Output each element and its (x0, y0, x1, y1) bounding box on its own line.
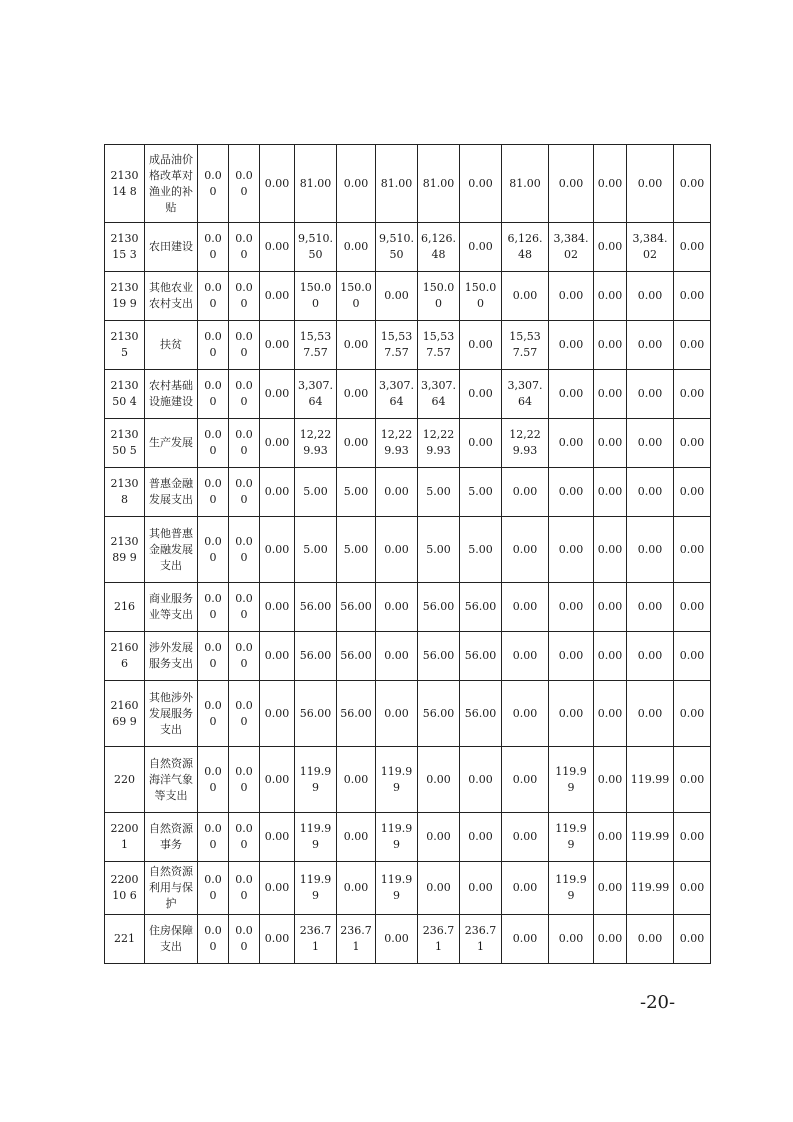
row-value-cell: 0.00 (594, 419, 627, 468)
row-value-cell: 0.00 (460, 419, 502, 468)
row-value-cell: 56.00 (418, 681, 460, 747)
row-value-cell: 0.00 (627, 468, 674, 517)
row-value-cell: 0.00 (198, 223, 229, 272)
row-value-cell: 119.99 (627, 862, 674, 915)
row-value-cell: 0.00 (627, 632, 674, 681)
row-value-cell: 3,384.02 (549, 223, 594, 272)
row-value-cell: 0.00 (229, 370, 260, 419)
row-name-cell: 自然资源海洋气象等支出 (145, 747, 198, 813)
row-value-cell: 0.00 (198, 272, 229, 321)
row-value-cell: 0.00 (674, 419, 711, 468)
row-code-cell: 21606 (105, 632, 145, 681)
row-value-cell: 119.99 (549, 862, 594, 915)
row-value-cell: 81.00 (502, 145, 549, 223)
row-value-cell: 0.00 (594, 145, 627, 223)
row-value-cell: 0.00 (229, 632, 260, 681)
row-value-cell: 5.00 (337, 468, 376, 517)
row-value-cell: 3,384.02 (627, 223, 674, 272)
row-value-cell: 0.00 (502, 468, 549, 517)
row-value-cell: 56.00 (418, 583, 460, 632)
row-value-cell: 0.00 (594, 468, 627, 517)
row-value-cell: 5.00 (418, 517, 460, 583)
row-value-cell: 0.00 (260, 862, 295, 915)
row-value-cell: 0.00 (674, 272, 711, 321)
row-name-cell: 扶贫 (145, 321, 198, 370)
row-value-cell: 0.00 (260, 747, 295, 813)
row-value-cell: 0.00 (594, 370, 627, 419)
row-value-cell: 0.00 (260, 468, 295, 517)
row-value-cell: 0.00 (198, 145, 229, 223)
row-value-cell: 0.00 (198, 813, 229, 862)
row-code-cell: 213015 3 (105, 223, 145, 272)
row-value-cell: 0.00 (198, 747, 229, 813)
row-value-cell: 56.00 (460, 681, 502, 747)
row-name-cell: 涉外发展服务支出 (145, 632, 198, 681)
row-code-cell: 22001 (105, 813, 145, 862)
row-value-cell: 0.00 (549, 419, 594, 468)
row-value-cell: 119.99 (376, 747, 418, 813)
row-code-cell: 213050 5 (105, 419, 145, 468)
page-number: -20- (640, 992, 676, 1013)
row-value-cell: 5.00 (460, 468, 502, 517)
row-code-cell: 220 (105, 747, 145, 813)
row-code-cell: 213019 9 (105, 272, 145, 321)
row-value-cell: 5.00 (337, 517, 376, 583)
row-value-cell: 0.00 (229, 747, 260, 813)
row-value-cell: 0.00 (229, 862, 260, 915)
row-value-cell: 81.00 (376, 145, 418, 223)
row-value-cell: 0.00 (674, 517, 711, 583)
row-value-cell: 0.00 (674, 145, 711, 223)
row-value-cell: 0.00 (594, 747, 627, 813)
table-row (105, 272, 711, 321)
row-value-cell: 0.00 (627, 272, 674, 321)
row-value-cell: 0.00 (198, 321, 229, 370)
table-row (105, 145, 711, 223)
row-code-cell: 21308 (105, 468, 145, 517)
row-value-cell: 0.00 (376, 272, 418, 321)
row-name-cell: 成品油价格改革对渔业的补贴 (145, 145, 198, 223)
row-value-cell: 0.00 (198, 583, 229, 632)
row-value-cell: 5.00 (295, 517, 337, 583)
row-value-cell: 0.00 (674, 632, 711, 681)
row-value-cell: 56.00 (460, 632, 502, 681)
row-value-cell: 0.00 (337, 747, 376, 813)
row-value-cell: 119.99 (627, 813, 674, 862)
row-value-cell: 150.00 (295, 272, 337, 321)
row-value-cell: 81.00 (295, 145, 337, 223)
row-value-cell: 0.00 (627, 321, 674, 370)
row-value-cell: 56.00 (337, 583, 376, 632)
row-value-cell: 0.00 (594, 517, 627, 583)
row-value-cell: 0.00 (674, 468, 711, 517)
row-code-cell: 21305 (105, 321, 145, 370)
row-value-cell: 81.00 (418, 145, 460, 223)
row-value-cell: 0.00 (229, 321, 260, 370)
row-code-cell: 213089 9 (105, 517, 145, 583)
row-value-cell: 0.00 (674, 583, 711, 632)
row-name-cell: 住房保障支出 (145, 915, 198, 964)
row-value-cell: 12,229.93 (418, 419, 460, 468)
row-value-cell: 3,307.64 (502, 370, 549, 419)
row-value-cell: 0.00 (376, 915, 418, 964)
row-value-cell: 0.00 (376, 583, 418, 632)
row-value-cell: 119.99 (376, 813, 418, 862)
row-value-cell: 0.00 (198, 632, 229, 681)
row-value-cell: 6,126.48 (502, 223, 549, 272)
row-value-cell: 0.00 (674, 681, 711, 747)
row-value-cell: 0.00 (337, 813, 376, 862)
row-value-cell: 0.00 (229, 272, 260, 321)
row-code-cell: 220010 6 (105, 862, 145, 915)
row-value-cell: 119.99 (295, 862, 337, 915)
budget-table (104, 144, 711, 964)
row-value-cell: 0.00 (260, 419, 295, 468)
row-value-cell: 0.00 (376, 681, 418, 747)
row-value-cell: 0.00 (549, 370, 594, 419)
table-row (105, 468, 711, 517)
row-value-cell: 0.00 (418, 813, 460, 862)
row-value-cell: 56.00 (295, 681, 337, 747)
row-value-cell: 56.00 (295, 583, 337, 632)
row-value-cell: 0.00 (229, 223, 260, 272)
row-value-cell: 0.00 (594, 223, 627, 272)
row-name-cell: 商业服务业等支出 (145, 583, 198, 632)
row-value-cell: 0.00 (460, 862, 502, 915)
row-value-cell: 0.00 (674, 915, 711, 964)
row-code-cell: 213014 8 (105, 145, 145, 223)
row-name-cell: 其他涉外发展服务支出 (145, 681, 198, 747)
row-value-cell: 15,537.57 (418, 321, 460, 370)
row-value-cell: 0.00 (502, 813, 549, 862)
row-value-cell: 0.00 (337, 145, 376, 223)
row-value-cell: 0.00 (549, 915, 594, 964)
row-value-cell: 0.00 (229, 145, 260, 223)
row-name-cell: 自然资源事务 (145, 813, 198, 862)
row-value-cell: 0.00 (594, 813, 627, 862)
row-value-cell: 0.00 (337, 419, 376, 468)
table-row (105, 813, 711, 862)
row-value-cell: 0.00 (260, 681, 295, 747)
row-value-cell: 119.99 (549, 747, 594, 813)
row-value-cell: 0.00 (674, 813, 711, 862)
row-value-cell: 0.00 (549, 583, 594, 632)
table-row (105, 321, 711, 370)
row-value-cell: 0.00 (627, 583, 674, 632)
row-value-cell: 0.00 (594, 272, 627, 321)
table-row (105, 223, 711, 272)
row-value-cell: 5.00 (460, 517, 502, 583)
row-value-cell: 9,510.50 (295, 223, 337, 272)
row-value-cell: 119.99 (295, 813, 337, 862)
row-value-cell: 0.00 (502, 747, 549, 813)
row-value-cell: 12,229.93 (502, 419, 549, 468)
row-value-cell: 0.00 (229, 468, 260, 517)
row-value-cell: 0.00 (674, 321, 711, 370)
row-value-cell: 0.00 (229, 419, 260, 468)
row-value-cell: 0.00 (198, 517, 229, 583)
row-value-cell: 0.00 (376, 517, 418, 583)
row-value-cell: 0.00 (460, 747, 502, 813)
row-code-cell: 216069 9 (105, 681, 145, 747)
row-value-cell: 0.00 (594, 632, 627, 681)
table-row (105, 583, 711, 632)
row-value-cell: 15,537.57 (376, 321, 418, 370)
row-value-cell: 0.00 (549, 517, 594, 583)
row-value-cell: 236.71 (418, 915, 460, 964)
row-value-cell: 0.00 (337, 321, 376, 370)
row-value-cell: 0.00 (594, 862, 627, 915)
row-value-cell: 0.00 (260, 370, 295, 419)
row-code-cell: 216 (105, 583, 145, 632)
row-value-cell: 0.00 (502, 681, 549, 747)
row-value-cell: 119.99 (376, 862, 418, 915)
row-value-cell: 236.71 (460, 915, 502, 964)
row-value-cell: 0.00 (594, 583, 627, 632)
row-value-cell: 0.00 (460, 370, 502, 419)
row-value-cell: 150.00 (418, 272, 460, 321)
row-value-cell: 56.00 (460, 583, 502, 632)
row-value-cell: 0.00 (418, 747, 460, 813)
row-value-cell: 0.00 (260, 272, 295, 321)
row-value-cell: 0.00 (549, 145, 594, 223)
row-value-cell: 5.00 (418, 468, 460, 517)
row-value-cell: 0.00 (460, 321, 502, 370)
row-value-cell: 0.00 (594, 915, 627, 964)
row-value-cell: 0.00 (198, 419, 229, 468)
row-value-cell: 0.00 (260, 321, 295, 370)
row-value-cell: 12,229.93 (295, 419, 337, 468)
table-row (105, 681, 711, 747)
table-row (105, 419, 711, 468)
row-value-cell: 0.00 (229, 583, 260, 632)
row-value-cell: 0.00 (198, 681, 229, 747)
row-value-cell: 0.00 (260, 632, 295, 681)
row-value-cell: 56.00 (337, 632, 376, 681)
row-value-cell: 0.00 (627, 145, 674, 223)
row-value-cell: 0.00 (260, 145, 295, 223)
row-value-cell: 15,537.57 (295, 321, 337, 370)
row-value-cell: 119.99 (627, 747, 674, 813)
row-value-cell: 0.00 (502, 632, 549, 681)
row-value-cell: 0.00 (376, 468, 418, 517)
row-name-cell: 农村基础设施建设 (145, 370, 198, 419)
row-value-cell: 0.00 (460, 813, 502, 862)
table-row (105, 915, 711, 964)
row-value-cell: 0.00 (260, 583, 295, 632)
row-name-cell: 农田建设 (145, 223, 198, 272)
row-name-cell: 其他农业农村支出 (145, 272, 198, 321)
row-value-cell: 0.00 (674, 747, 711, 813)
row-value-cell: 0.00 (549, 321, 594, 370)
row-value-cell: 0.00 (418, 862, 460, 915)
row-value-cell: 0.00 (594, 681, 627, 747)
row-name-cell: 自然资源利用与保护 (145, 862, 198, 915)
row-value-cell: 0.00 (198, 862, 229, 915)
row-value-cell: 0.00 (198, 370, 229, 419)
row-value-cell: 6,126.48 (418, 223, 460, 272)
row-value-cell: 0.00 (198, 468, 229, 517)
row-value-cell: 119.99 (549, 813, 594, 862)
row-value-cell: 0.00 (594, 321, 627, 370)
row-value-cell: 0.00 (337, 370, 376, 419)
row-value-cell: 0.00 (229, 813, 260, 862)
row-value-cell: 0.00 (502, 915, 549, 964)
table-body (105, 145, 711, 964)
row-value-cell: 119.99 (295, 747, 337, 813)
row-value-cell: 0.00 (502, 862, 549, 915)
row-value-cell: 0.00 (627, 419, 674, 468)
row-value-cell: 0.00 (549, 681, 594, 747)
row-value-cell: 3,307.64 (376, 370, 418, 419)
row-value-cell: 0.00 (460, 223, 502, 272)
row-value-cell: 15,537.57 (502, 321, 549, 370)
row-value-cell: 0.00 (337, 223, 376, 272)
row-value-cell: 0.00 (549, 632, 594, 681)
row-value-cell: 0.00 (502, 517, 549, 583)
row-name-cell: 生产发展 (145, 419, 198, 468)
row-value-cell: 150.00 (460, 272, 502, 321)
row-value-cell: 0.00 (674, 862, 711, 915)
row-value-cell: 56.00 (295, 632, 337, 681)
row-value-cell: 9,510.50 (376, 223, 418, 272)
row-value-cell: 0.00 (627, 370, 674, 419)
row-value-cell: 0.00 (229, 681, 260, 747)
row-value-cell: 236.71 (337, 915, 376, 964)
row-value-cell: 0.00 (198, 915, 229, 964)
table-row (105, 517, 711, 583)
row-value-cell: 0.00 (260, 813, 295, 862)
row-code-cell: 213050 4 (105, 370, 145, 419)
row-value-cell: 56.00 (418, 632, 460, 681)
row-value-cell: 0.00 (674, 370, 711, 419)
row-code-cell: 221 (105, 915, 145, 964)
row-value-cell: 0.00 (627, 517, 674, 583)
table-row (105, 747, 711, 813)
row-value-cell: 12,229.93 (376, 419, 418, 468)
row-value-cell: 0.00 (376, 632, 418, 681)
table-row (105, 862, 711, 915)
row-name-cell: 普惠金融发展支出 (145, 468, 198, 517)
row-value-cell: 0.00 (674, 223, 711, 272)
row-value-cell: 0.00 (627, 681, 674, 747)
table-row (105, 370, 711, 419)
row-value-cell: 0.00 (502, 583, 549, 632)
row-value-cell: 0.00 (260, 223, 295, 272)
row-value-cell: 3,307.64 (418, 370, 460, 419)
row-value-cell: 0.00 (460, 145, 502, 223)
row-value-cell: 3,307.64 (295, 370, 337, 419)
row-value-cell: 0.00 (229, 915, 260, 964)
table-row (105, 632, 711, 681)
row-value-cell: 236.71 (295, 915, 337, 964)
row-value-cell: 0.00 (549, 468, 594, 517)
row-value-cell: 5.00 (295, 468, 337, 517)
row-value-cell: 0.00 (260, 915, 295, 964)
row-value-cell: 150.00 (337, 272, 376, 321)
row-value-cell: 0.00 (502, 272, 549, 321)
row-value-cell: 0.00 (549, 272, 594, 321)
row-value-cell: 0.00 (260, 517, 295, 583)
row-value-cell: 0.00 (229, 517, 260, 583)
row-value-cell: 0.00 (627, 915, 674, 964)
row-name-cell: 其他普惠金融发展支出 (145, 517, 198, 583)
row-value-cell: 56.00 (337, 681, 376, 747)
row-value-cell: 0.00 (337, 862, 376, 915)
